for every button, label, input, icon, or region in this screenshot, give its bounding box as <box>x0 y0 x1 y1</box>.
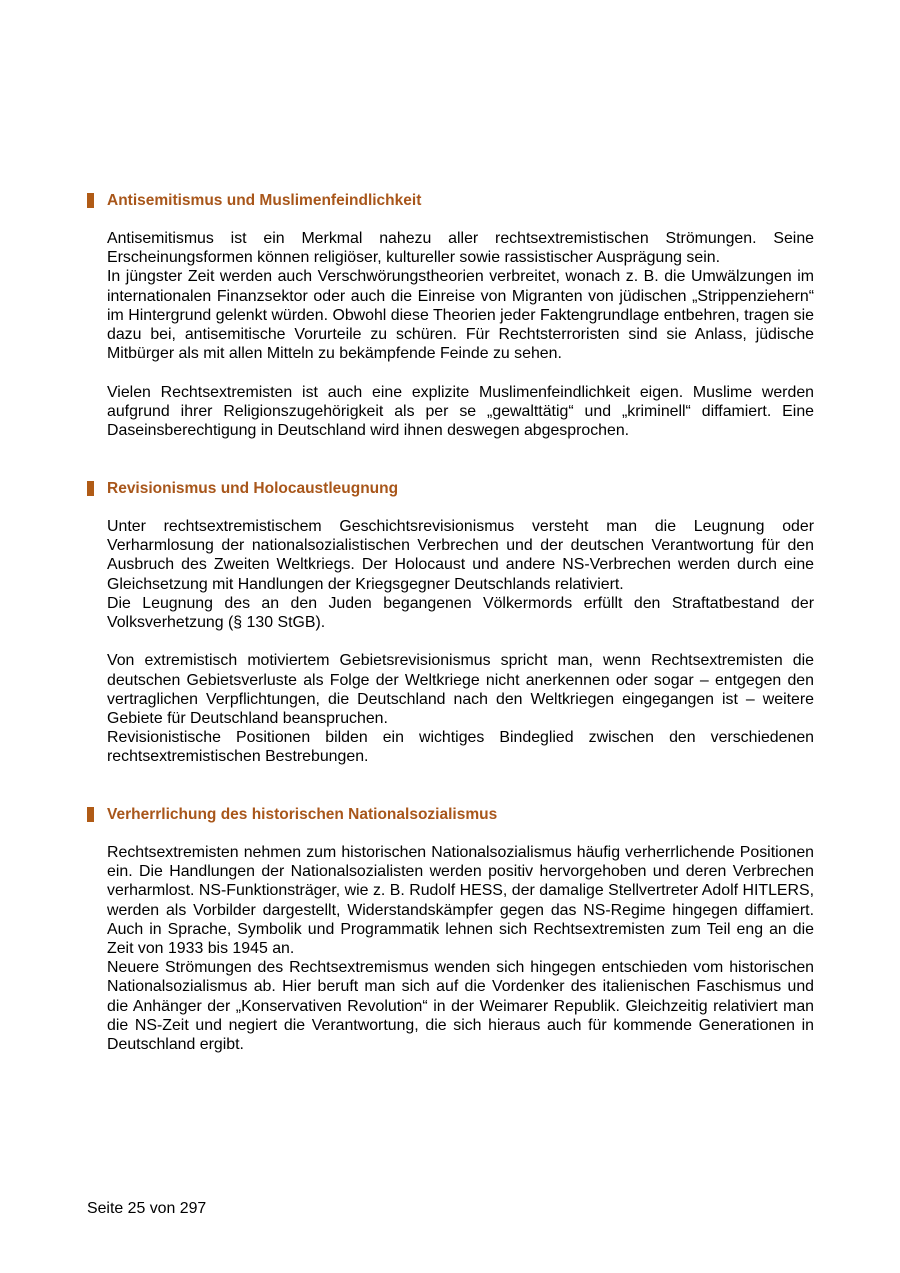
section-heading <box>87 191 814 211</box>
heading-marker <box>87 481 94 496</box>
section-body <box>107 229 814 440</box>
paragraph: Antisemitismus ist ein Merkmal nahezu aller rechtsextremistischen Strömungen. Seine Erscheinungsformen können religiöser, kultureller sowie rassistischer Ausprägung sein. <box>107 230 814 267</box>
section-body <box>107 843 814 1054</box>
section-heading <box>87 805 814 825</box>
paragraph-group <box>107 651 814 766</box>
paragraph-group <box>107 383 814 441</box>
page-number: Seite 25 von 297 <box>87 1200 207 1217</box>
section-body <box>107 517 814 767</box>
paragraph: Neuere Strömungen des Rechtsextremismus wenden sich hingegen entschieden vom historischen Nationalsozialismus ab. Hier beruft man sich auf die Vordenker des italienischen Faschismus und die Anhänger der „Konservativen Revolution“ in der Weimarer Republik. Gleichzeitig relativiert man die NS-Zeit und negiert die Verantwortung, die sich hieraus auch für kommende Generationen in Deutschland ergibt. <box>107 959 814 1054</box>
heading-marker <box>87 193 94 208</box>
section-nationalsozialismus <box>87 805 814 1054</box>
paragraph-group <box>107 843 814 1054</box>
paragraph: In jüngster Zeit werden auch Verschwörungstheorien verbreitet, wonach z. B. die Umwälzungen im internationalen Finanzsektor oder auch die Einreise von Migranten von jüdischen „Strippenziehern“ im Hintergrund gelenkt würden. Obwohl diese Theorien jeder Faktengrundlage entbehren, tragen sie dazu bei, antisemitische Vorurteile zu schüren. Für Rechtsterroristen sind sie Anlass, jüdische Mitbürger als mit allen Mitteln zu bekämpfende Feinde zu sehen. <box>107 268 814 363</box>
paragraph: Die Leugnung des an den Juden begangenen Völkermords erfüllt den Straftatbestand der Volksverhetzung (§ 130 StGB). <box>107 594 814 632</box>
paragraph: Von extremistisch motiviertem Gebietsrevisionismus spricht man, wenn Rechtsextremisten die deutschen Gebietsverluste als Folge der Weltkriege nicht anerkennen oder sogar – entgegen den vertraglichen Verpflichtungen, die Deutschland nach den Weltkriegen eingegangen ist – weitere Gebiete für Deutschland beanspruchen. <box>107 652 814 728</box>
heading-marker <box>87 807 94 822</box>
paragraph: Unter rechtsextremistischem Geschichtsrevisionismus versteht man die Leugnung oder Verharmlosung der nationalsozialistischen Verbrechen und der deutschen Verantwortung für den Ausbruch des Zweiten Weltkriegs. Der Holocaust und andere NS-Verbrechen werden durch eine Gleichsetzung mit Handlungen der Kriegsgegner Deutschlands relativiert. <box>107 518 814 593</box>
section-title: Revisionismus und Holocaustleugnung <box>107 480 399 497</box>
paragraph: Vielen Rechtsextremisten ist auch eine explizite Muslimenfeindlichkeit eigen. Muslime werden aufgrund ihrer Religionszugehörigkeit als per se „gewalttätig“ und „kriminell“ diffamiert. Eine Daseinsberechtigung in Deutschland wird ihnen deswegen abgesprochen. <box>107 383 814 440</box>
paragraph-group <box>107 517 814 632</box>
paragraph: Revisionistische Positionen bilden ein wichtiges Bindeglied zwischen den verschiedenen rechtsextremistischen Bestrebungen. <box>107 729 814 766</box>
section-antisemitismus <box>87 191 814 440</box>
paragraph: Rechtsextremisten nehmen zum historischen Nationalsozialismus häufig verherrlichende Positionen ein. Die Handlungen der Nationalsozialisten werden positiv hervorgehoben und deren Verbrechen verharmlost. NS-Funktionsträger, wie z. B. Rudolf HESS, der damalige Stellvertreter Adolf HITLERS, werden als Vorbilder dargestellt, Widerstandskämpfer gegen das NS-Regime hingegen diffamiert. Auch in Sprache, Symbolik und Programmatik lehnen sich Rechtsextremisten zum Teil eng an die Zeit von 1933 bis 1945 an. <box>107 844 814 958</box>
section-title: Antisemitismus und Muslimenfeindlichkeit <box>107 192 422 209</box>
section-heading <box>87 479 814 499</box>
section-title: Verherrlichung des historischen Nationalsozialismus <box>107 806 498 823</box>
section-revisionismus <box>87 479 814 767</box>
paragraph-group <box>107 229 814 363</box>
